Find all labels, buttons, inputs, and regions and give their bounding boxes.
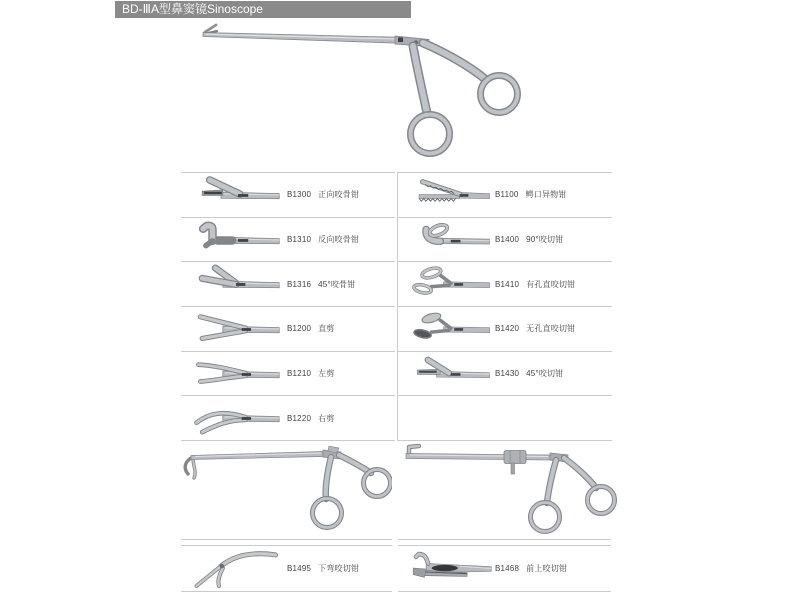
tip-image-box xyxy=(398,175,495,215)
model-name: 正向咬骨钳 xyxy=(318,190,360,200)
tip-image-b1430-icon xyxy=(405,354,493,394)
catalog-row-b1420 xyxy=(398,306,612,351)
tip-image-b1310-icon xyxy=(189,220,283,260)
tip-image-box xyxy=(181,175,287,215)
tip-image-box xyxy=(398,220,495,260)
tip-image-box xyxy=(181,220,287,260)
item-label xyxy=(287,368,335,379)
catalog-row-b1495 xyxy=(181,545,392,592)
catalog-row-b1310 xyxy=(181,217,395,262)
model-name: 左剪 xyxy=(318,369,335,379)
tip-image-box xyxy=(181,264,287,304)
model-name: 下弯咬切钳 xyxy=(318,564,360,573)
catalog-row-b1316 xyxy=(181,261,395,306)
model-number: B1495 xyxy=(287,564,312,573)
model-number: B1210 xyxy=(287,369,312,379)
catalog-row-b1100 xyxy=(398,172,612,217)
item-label xyxy=(495,368,563,379)
model-number: B1220 xyxy=(287,413,312,423)
model-name: 鳄口异物钳 xyxy=(525,190,567,200)
tip-image-b1400-icon xyxy=(405,220,493,260)
tip-image-box xyxy=(181,549,287,589)
item-label xyxy=(287,413,335,424)
catalog-row-b1300 xyxy=(181,172,395,217)
model-number: B1300 xyxy=(287,190,312,200)
instrument-image-b1468 xyxy=(398,442,611,540)
model-name: 45°咬骨钳 xyxy=(318,279,356,289)
tip-image-box xyxy=(398,264,495,304)
tip-image-box xyxy=(181,398,287,438)
item-label xyxy=(287,323,335,334)
model-number: B1410 xyxy=(495,279,520,289)
model-name: 反向咬骨钳 xyxy=(318,235,360,245)
model-name: 90°咬切钳 xyxy=(526,235,564,245)
item-label xyxy=(495,563,567,574)
model-number: B1310 xyxy=(287,235,312,245)
model-number: B1400 xyxy=(495,235,520,245)
tip-image-b1420-icon xyxy=(405,309,493,349)
model-name: 有孔直咬切钳 xyxy=(526,279,576,289)
tip-image-b1495-icon xyxy=(189,549,283,589)
tip-image-b1200-icon xyxy=(189,309,283,349)
model-number: B1316 xyxy=(287,279,312,289)
page-title: BD-ⅢA型鼻窦镜Sinoscope xyxy=(115,1,411,18)
catalog-row-b1200 xyxy=(181,306,395,351)
up-biting-forceps-image xyxy=(398,442,620,540)
tip-image-b1300-icon xyxy=(189,175,283,215)
catalog-row-b1210 xyxy=(181,351,395,396)
model-number: B1430 xyxy=(495,369,520,379)
catalog-row-b1430 xyxy=(398,351,612,396)
catalog-column-right xyxy=(397,172,612,441)
item-label xyxy=(287,279,355,290)
sinoscope-forceps-image xyxy=(185,22,595,168)
tip-image-b1316-icon xyxy=(189,264,283,304)
model-name: 无孔直咬切钳 xyxy=(526,324,576,334)
model-name: 直剪 xyxy=(318,324,335,334)
tip-image-box xyxy=(181,309,287,349)
catalog-row-b1220 xyxy=(181,395,395,441)
hero-instrument-image xyxy=(185,22,595,168)
item-label xyxy=(495,279,575,290)
model-number: B1200 xyxy=(287,324,312,334)
item-label xyxy=(287,234,359,245)
down-curved-forceps-image xyxy=(181,442,392,539)
item-label xyxy=(495,189,567,200)
tip-image-b1468-icon xyxy=(402,549,495,589)
catalog-row-b1400 xyxy=(398,217,612,262)
model-number: B1420 xyxy=(495,324,520,334)
item-label xyxy=(287,563,359,574)
tip-image-box xyxy=(398,309,495,349)
catalog-row-b1468 xyxy=(398,545,611,592)
tip-image-box xyxy=(398,549,495,589)
tip-image-box xyxy=(181,354,287,394)
instrument-image-b1495 xyxy=(181,442,392,540)
tip-image-b1410-icon xyxy=(405,264,493,304)
model-name: 45°咬切钳 xyxy=(526,369,564,379)
item-label xyxy=(495,234,563,245)
model-name: 右剪 xyxy=(318,413,335,423)
catalog-row-empty xyxy=(398,395,612,441)
model-number: B1468 xyxy=(495,564,520,573)
tip-image-box xyxy=(398,354,495,394)
tip-image-b1220-icon xyxy=(189,398,283,438)
catalog-row-b1410 xyxy=(398,261,612,306)
model-name: 前上咬切钳 xyxy=(526,564,568,573)
item-label xyxy=(287,189,359,200)
tip-image-b1210-icon xyxy=(189,354,283,394)
model-number: B1100 xyxy=(495,190,519,200)
item-label xyxy=(495,323,575,334)
tip-image-b1100-icon xyxy=(405,175,493,215)
catalog-column-left xyxy=(181,172,395,441)
